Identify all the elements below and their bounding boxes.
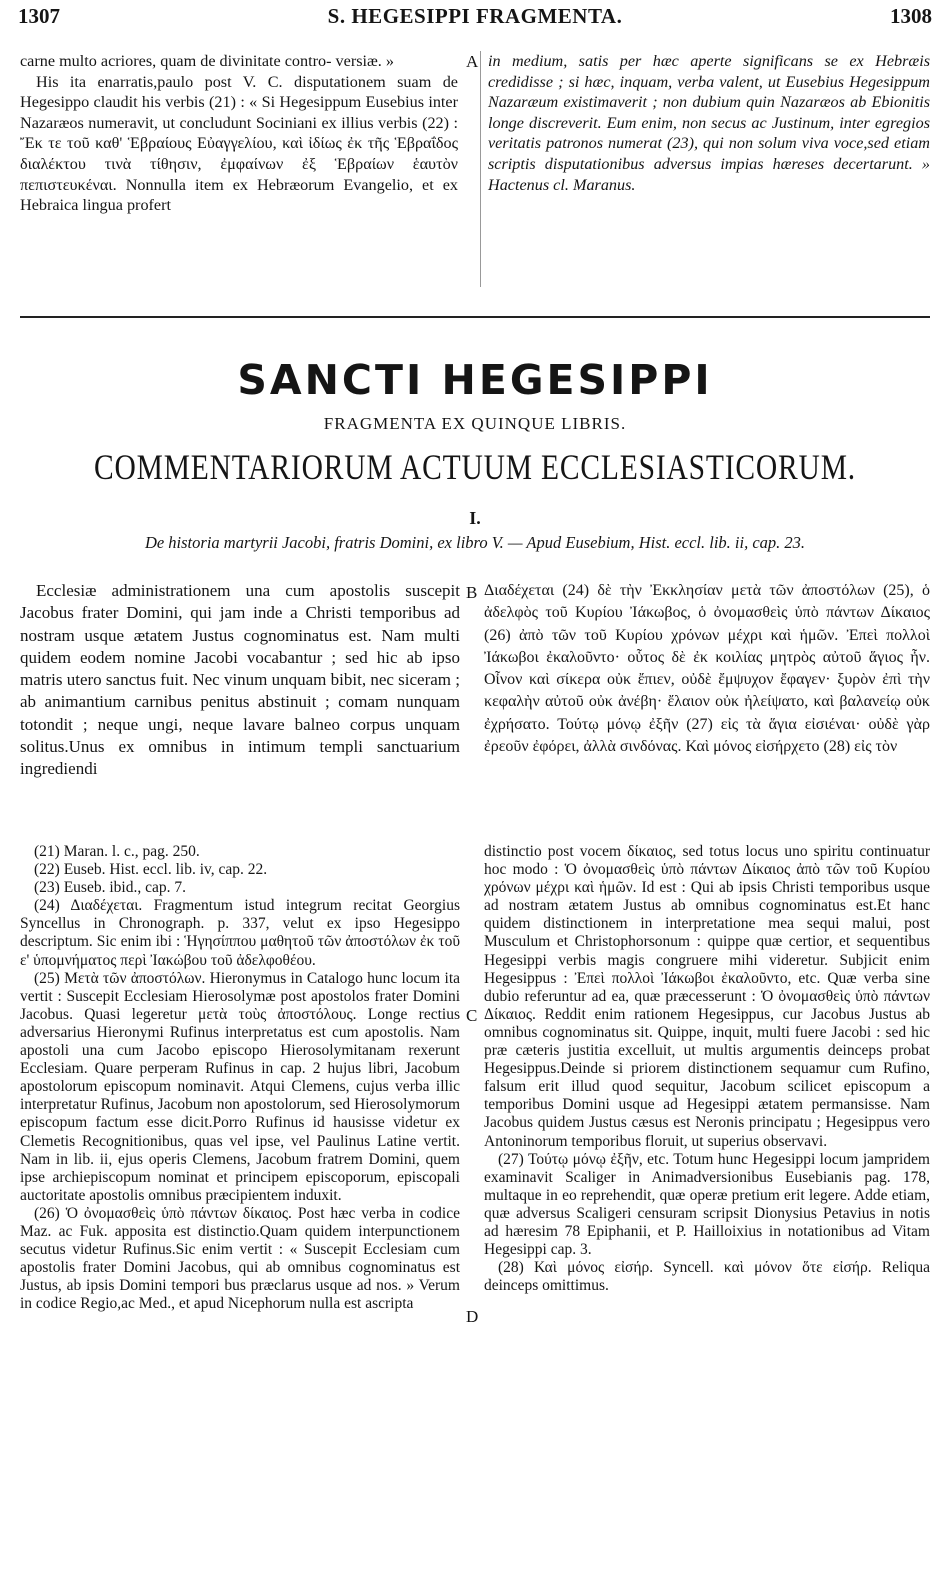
left-page-number: 1307 <box>18 4 60 28</box>
footnote: (21) Maran. l. c., pag. 250. <box>34 843 200 860</box>
paragraph: Ecclesiæ administrationem una cum apostolis suscepit Jacobus frater Domini, qui jam inde a Christi temporibus ad nostram usque ætatem Justus cognominatus est. Nam multi quidem eodem nomine Jacobi vocabantur ; sed hic ab ipso matris utero sanctus fuit. Nec vinum unquam bibit, nec siceram ; ab animantium carnibus penitus abstinuit ; comam nunquam totondit ; neque ungi, neque lavare balneo corpus unquam solitus.Unus ex omnibus in intimum templi sanctuarium ingrediendi <box>20 581 460 779</box>
footnote: (26) Ὁ ὀνομασθεὶς ὑπὸ πάντων δίκαιος. Post hæc verba in codice Maz. ac Fuk. apposita est distinctio.Quam quidem interpunctionem secutus videtur Rufinus.Sic enim vertit : « Suscepit Ecclesiam cum apostolis frater Domini Jacobus, qui ab omnibus cognominatus est Justus, ab ipsis Domini tempori bus præclarus usque ad nos. » Verum in codice Regio,ac Med., et apud Nicephorum nulla est ascripta <box>20 1204 460 1313</box>
margin-letter-d: D <box>466 1307 479 1326</box>
margin-letter-c: C <box>466 1006 478 1025</box>
footnote: (27) Τούτῳ μόνῳ ἐξῆν, etc. Totum hunc Hegesippi locum jampridem examinavit Scaliger in Animadversionibus Eusebianis pag. 178, multaque in eo reprehendit, quæ operæ pretium erit legere. Adde etiam, quæ adversus Scaligeri censuram scripsit Dionysius Petavius in notis ad hæresim 78 Epiphanii, et P. Hailloixius in notationibus ad Vitam Hegesippi cap. 3. <box>484 1150 930 1259</box>
work-title: COMMENTARIORUM ACTUUM ECCLESIASTICORUM. <box>94 447 856 487</box>
paragraph: His ita enarratis,paulo post V. C. disputationem suam de Hegesippo claudit his verbis (21) : « Si Hegesippum Eusebius inter Nazaræos numeravit, ut concludunt Sociniani ex illius verbis (22) : Ἔκ τε τοῦ καθ' Ἑβραίους Εὐαγγελίου, καὶ ἰδίως ἐκ τῆς Ἑβραΐδος διαλέκτου τινὰ τίθησιν, ἐμφαίνων ἐξ Ἑβραίων ἑαυτὸν πεπιστευκέναι. Nonnulla item ex Hebræorum Evangelio, et ex Hebraica lingua profert <box>20 72 458 215</box>
column-divider <box>480 51 481 287</box>
main-title: SANCTI HEGESIPPI <box>237 356 713 404</box>
footnotes-right <box>484 843 930 1295</box>
footnote: (22) Euseb. Hist. eccl. lib. iv, cap. 22. <box>34 861 268 879</box>
paragraph: in medium, satis per hæc aperte significans se ex Hebræis credidisse ; si hæc, inquam, verba valent, ut Eusebius Hegesippum Nazaræum existimaverit ; non dubium quin Nazaræos ab Ebionitis longe discreverit. Eum enim, non secus ac Justinum, inter egregios veritatis patronos numerat (23), qui non solum viva voce,sed etiam scriptis disputationibus adversus impias hæreses decertarunt. » Hactenus cl. Maranus. <box>488 52 930 194</box>
subtitle: FRAGMENTA EX QUINQUE LIBRIS. <box>323 414 627 433</box>
margin-letter-a: A <box>466 52 479 71</box>
greek-text <box>484 580 930 758</box>
running-title: S. HEGESIPPI FRAGMENTA. <box>327 4 623 28</box>
section-rule <box>20 316 930 318</box>
footnote: (24) Διαδέχεται. Fragmentum istud integrum recitat Georgius Syncellus in Chronograph. p. 337, velut ex ipso Hegesippo descriptum. Sic enim ibi : Ἡγησίππου μαθητοῦ τῶν ἀποστόλων ἐκ τοῦ ε' ὑπομνήματος περὶ Ἰακώβου τοῦ ἀδελφοθέου. <box>20 897 460 969</box>
footnote: (25) Μετὰ τῶν ἀποστόλων. Hieronymus in Catalogo hunc locum ita vertit : Suscepit Ecclesiam Hierosolymæ post apostolos frater Domini Jacobus. Quasi legeretur μετὰ τοὺς ἀποστόλους. Longe rectius adversarius Hieronymi Rufinus interpretatus est cum apostolis. Nam apostoli una cum Jacobo episcopo Hierosolymitanam rexerunt Ecclesiam. Quare perperam Rufinus in cap. 2 hujus libri, Jacobum apostolorum episcopum nominavit. Atqui Clemens, cujus verba illic interpretatur Rufinus, Jacobum non apostolorum, sed Hierosolymorum episcopum factum esse dicit.Porro Rufinus id hausisse videtur ex Clemetis Recognitionibus, quas vel ipse, vel Paulinus Latine vertit. Nam in lib. ii, ejus operis Clemens, Jacobum fratrem Domini, quem ipse archiepiscopum nominat et principem episcoporum, episcopali auctoritate apostolis omnibus præcipientem induxit. <box>20 969 460 1204</box>
top-right-column <box>488 51 930 195</box>
right-page-number: 1308 <box>890 4 932 28</box>
footnote: (28) Καὶ μόνος εἰσήρ. Syncell. καὶ μόνον ὅτε εἰσήρ. Reliqua deinceps omittimus. <box>484 1259 930 1295</box>
margin-letter-b: B <box>466 583 478 602</box>
top-left-column <box>20 51 458 216</box>
paragraph: Διαδέχεται (24) δὲ τὴν Ἐκκλησίαν μετὰ τῶν ἀποστόλων (25), ὁ ἀδελφὸς τοῦ Κυρίου Ἰάκωβος, ὁ ὀνομασθεὶς ὑπὸ πάντων Δίκαιος (26) ἀπὸ τῶν τοῦ Κυρίου χρόνων μέχρι καὶ ἡμῶν. Ἐπεὶ πολλοὶ Ἰάκωβοι ἐκαλοῦντο· οὗτος δὲ ἐκ κοιλίας μητρὸς αὐτοῦ ἅγιος ἦν. Οἶνον καὶ σίκερα οὐκ ἔπιεν, οὐδὲ ἔμψυχον ἔφαγεν· ξυρὸν ἐπὶ τὴν κεφαλὴν αὐτοῦ οὐκ ἀνέβη· ἔλαιον οὐκ ἠλείψατο, καὶ βαλανείῳ οὐκ ἐχρήσατο. Τούτῳ μόνῳ ἐξῆν (27) εἰς τὰ ἅγια εἰσιέναι· οὐδὲ γὰρ ἐρεοῦν ἐφόρει, ἀλλὰ σινδόνας. Καὶ μόνος εἰσήρχετο (28) εἰς τὸν <box>484 582 930 756</box>
section-number: I. <box>469 508 481 528</box>
section-heading: De historia martyrii Jacobi, fratris Domini, ex libro V. — Apud Eusebium, Hist. eccl. lib. ii, cap. 23. <box>144 533 806 552</box>
footnotes-left <box>20 843 460 1313</box>
running-head <box>18 4 932 32</box>
footnote: (23) Euseb. ibid., cap. 7. <box>34 879 186 897</box>
latin-text <box>20 580 460 781</box>
paragraph: carne multo acriores, quam de divinitate contro- versiæ. » <box>20 52 394 70</box>
footnote: distinctio post vocem δίκαιος, sed totus locus uno spiritu continuatur hoc modo : Ὁ ὀνομασθεὶς ὑπὸ πάντων Δίκαιος ἀπὸ τῶν τοῦ Κυρίου χρόνων μέχρι καὶ ἡμῶν. Id est : Qui ab ipsis Christi temporibus usque ad nostram ætatem Justus ab omnibus cognominatus est.Et hanc quidem distinctionem in interpretatione mea sequi malui, post Musculum et Christophorsonum : quippe quæ certior, et sequentibus Hegesippi verbis magis congruere mihi videretur. Subjicit enim Hegesippus : Ἐπεὶ πολλοὶ Ἰάκωβοι ἐκαλοῦντο, etc. Quæ verba sine dubio referuntur ad ea, quæ præcesserunt : Ὁ ὀνομασθεὶς ὑπὸ πάντων Δίκαιος. Reddit enim rationem Hegesippus, cur Jacobus Justus ab omnibus cognominatus sit. Quippe, inquit, multi fuere Jacobi : sed hic præ cæteris justitia excelluit, ut multis argumentis deinceps probat Hegesippus.Deinde si priorem distinctionem sequamur cum Rufino, falsum erit illud quod sequitur, Jacobum scilicet episcopum a temporibus Domini usque ad Hegesippi ætatem permansisse. Nam Jacobus quidem Justus cæsus est Neronis principatu ; Hegesippus vero Antoninorum temporibus floruit, ut superius observavi. <box>484 843 930 1150</box>
